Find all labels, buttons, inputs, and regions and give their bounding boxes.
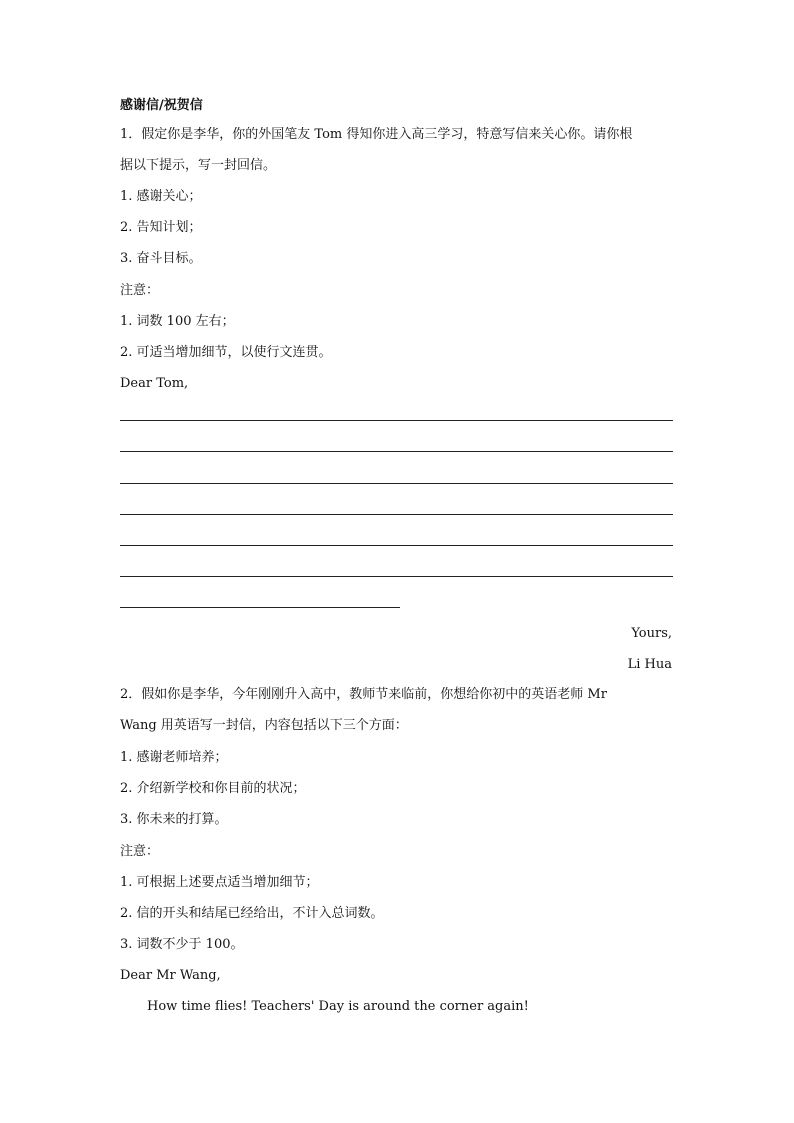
q1-prompt-line2: 据以下提示，写一封回信。 (120, 158, 277, 173)
q2-opening-line: How time flies! Teachers' Day is around the corner again! (147, 999, 529, 1014)
q1-signature: Li Hua (627, 657, 672, 672)
q1-salutation: Dear Tom, (120, 376, 189, 391)
q1-prompt-line1: 1．假定你是李华，你的外国笔友 Tom 得知你进入高三学习，特意写信来关心你。请你根 (120, 127, 633, 142)
q1-note-2: 2. 可适当增加细节，以使行文连贯。 (120, 345, 332, 360)
answer-line-5 (120, 545, 673, 546)
q2-note-1: 1. 可根据上述要点适当增加细节； (120, 875, 319, 890)
q1-point-3: 3. 奋斗目标。 (120, 251, 202, 266)
q2-point-2: 2. 介绍新学校和你目前的状况； (120, 781, 306, 796)
q1-closing: Yours, (631, 626, 672, 641)
q2-point-1: 1. 感谢老师培养； (120, 750, 228, 765)
q2-note-3: 3. 词数不少于 100。 (120, 937, 244, 952)
q1-notes-label: 注意： (120, 283, 160, 298)
answer-line-4 (120, 514, 673, 515)
answer-line-1 (120, 420, 673, 421)
q1-point-2: 2. 告知计划； (120, 220, 202, 235)
q1-note-1: 1. 词数 100 左右； (120, 314, 235, 329)
q2-point-3: 3. 你未来的打算。 (120, 812, 228, 827)
q2-prompt-line2: Wang 用英语写一封信，内容包括以下三个方面： (120, 718, 408, 733)
q2-salutation: Dear Mr Wang, (120, 968, 221, 983)
section-title: 感谢信/祝贺信 (120, 98, 203, 113)
q2-notes-label: 注意： (120, 844, 160, 859)
answer-line-6 (120, 576, 673, 577)
q2-note-2: 2. 信的开头和结尾已经给出，不计入总词数。 (120, 906, 384, 921)
answer-line-2 (120, 451, 673, 452)
answer-line-3 (120, 483, 673, 484)
q2-prompt-line1: 2．假如你是李华，今年刚刚升入高中，教师节来临前，你想给你初中的英语老师 Mr (120, 687, 607, 702)
q1-point-1: 1. 感谢关心； (120, 189, 202, 204)
answer-line-7 (120, 607, 400, 608)
